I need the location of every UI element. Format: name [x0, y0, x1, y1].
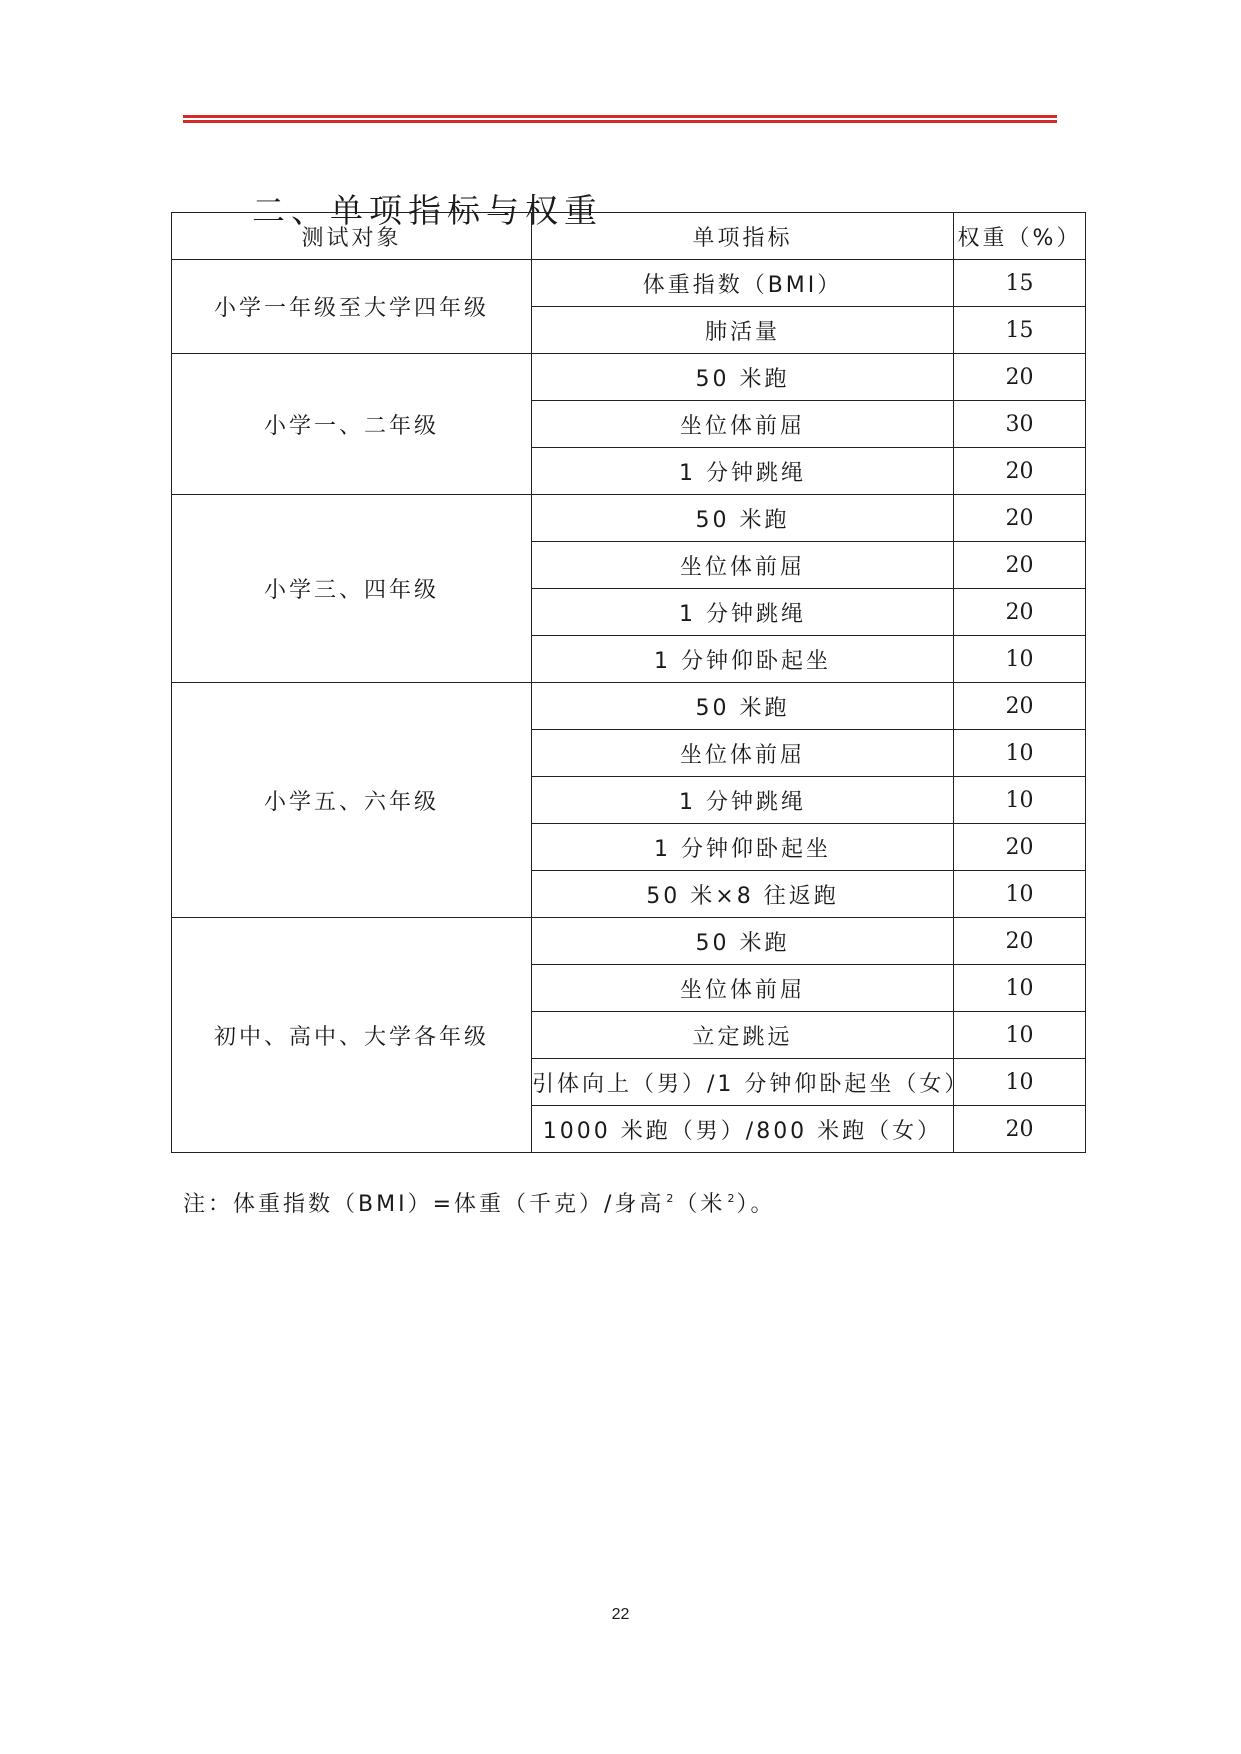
weight-cell: 15	[954, 260, 1086, 307]
weight-cell: 15	[954, 307, 1086, 354]
indicator-cell: 坐位体前屈	[532, 730, 954, 777]
table-row	[172, 683, 1086, 730]
table-header-row	[172, 213, 1086, 260]
indicator-cell: 1000 米跑（男）/800 米跑（女）	[532, 1106, 954, 1153]
test-target-cell: 小学一年级至大学四年级	[172, 260, 532, 354]
weight-cell: 20	[954, 824, 1086, 871]
header-weight: 权重（%）	[954, 213, 1086, 260]
note-text: ）。	[736, 1192, 776, 1217]
indicator-cell: 体重指数（BMI）	[532, 260, 954, 307]
header-indicator: 单项指标	[532, 213, 954, 260]
weight-cell: 20	[954, 542, 1086, 589]
indicator-cell: 1 分钟跳绳	[532, 777, 954, 824]
section-title: 二、单项指标与权重	[252, 191, 603, 231]
table-row	[172, 918, 1086, 965]
weight-cell: 10	[954, 1059, 1086, 1106]
table-row	[172, 495, 1086, 542]
note-text: 注：体重指数（BMI）=体重（千克）/身高	[183, 1192, 665, 1217]
indicator-cell: 50 米跑	[532, 354, 954, 401]
table-body	[172, 260, 1086, 1153]
indicator-cell: 引体向上（男）/1 分钟仰卧起坐（女）	[532, 1059, 954, 1106]
table-row	[172, 354, 1086, 401]
header-rule-bottom	[183, 120, 1057, 123]
indicator-cell: 50 米跑	[532, 495, 954, 542]
weight-cell: 10	[954, 965, 1086, 1012]
test-target-cell: 初中、高中、大学各年级	[172, 918, 532, 1153]
indicator-cell: 1 分钟仰卧起坐	[532, 824, 954, 871]
header-test-target: 测试对象	[172, 213, 532, 260]
test-target-cell: 小学五、六年级	[172, 683, 532, 918]
note-text: （米	[675, 1192, 726, 1217]
weight-cell: 10	[954, 636, 1086, 683]
weight-cell: 20	[954, 495, 1086, 542]
indicator-cell: 50 米跑	[532, 918, 954, 965]
note-superscript: 2	[727, 1192, 735, 1205]
page-number: 22	[611, 1606, 630, 1623]
weight-cell: 20	[954, 448, 1086, 495]
indicator-cell: 坐位体前屈	[532, 401, 954, 448]
table-row	[172, 260, 1086, 307]
indicator-cell: 1 分钟跳绳	[532, 448, 954, 495]
weight-cell: 10	[954, 871, 1086, 918]
bmi-note	[183, 1187, 775, 1218]
header-rule-top	[183, 115, 1057, 118]
indicator-weight-table	[171, 212, 1086, 1153]
indicator-cell: 坐位体前屈	[532, 542, 954, 589]
test-target-cell: 小学一、二年级	[172, 354, 532, 495]
weight-cell: 20	[954, 589, 1086, 636]
indicator-cell: 1 分钟跳绳	[532, 589, 954, 636]
weight-cell: 20	[954, 683, 1086, 730]
weight-cell: 20	[954, 1106, 1086, 1153]
weight-cell: 20	[954, 918, 1086, 965]
weight-cell: 30	[954, 401, 1086, 448]
note-superscript: 2	[666, 1192, 674, 1205]
indicator-cell: 坐位体前屈	[532, 965, 954, 1012]
weight-cell: 10	[954, 777, 1086, 824]
test-target-cell: 小学三、四年级	[172, 495, 532, 683]
indicator-cell: 50 米×8 往返跑	[532, 871, 954, 918]
weight-cell: 20	[954, 354, 1086, 401]
indicator-cell: 立定跳远	[532, 1012, 954, 1059]
indicator-cell: 肺活量	[532, 307, 954, 354]
weight-cell: 10	[954, 730, 1086, 777]
indicator-cell: 1 分钟仰卧起坐	[532, 636, 954, 683]
indicator-cell: 50 米跑	[532, 683, 954, 730]
weight-cell: 10	[954, 1012, 1086, 1059]
